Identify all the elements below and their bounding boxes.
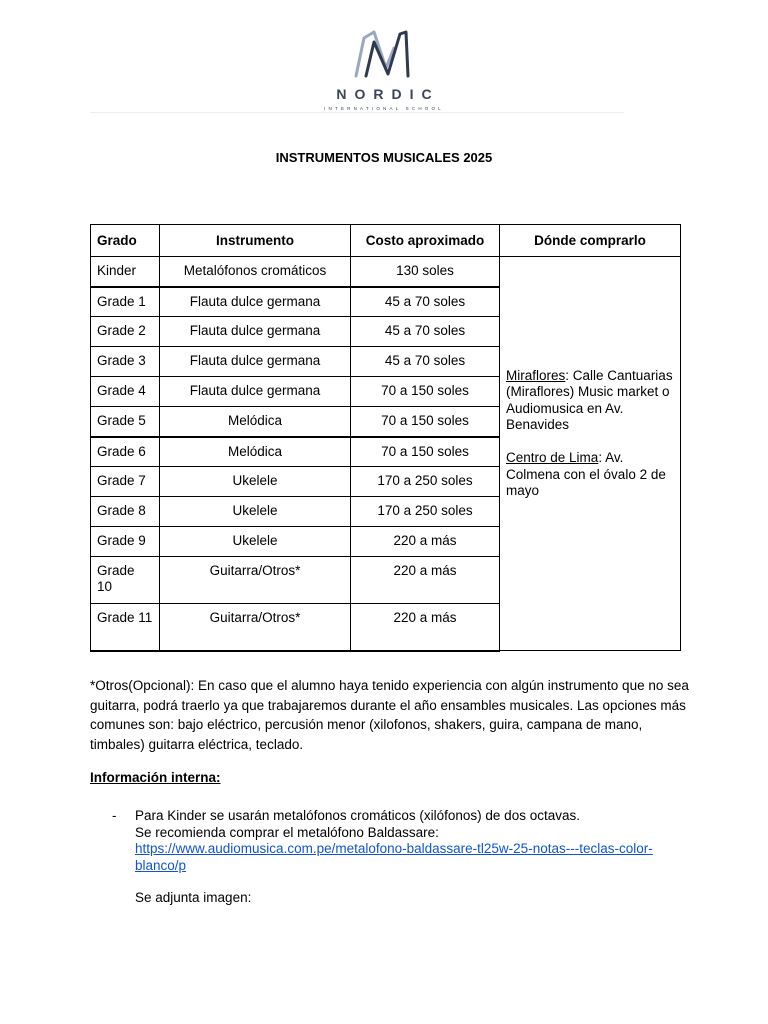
grade-cell: Grade 10 [91, 557, 160, 604]
internal-info-heading: Información interna: [90, 770, 221, 785]
instrument-cell: Flauta dulce germana [160, 287, 351, 317]
instruments-table [90, 224, 681, 652]
header-divider [90, 112, 624, 113]
cost-cell: 45 a 70 soles [351, 347, 500, 377]
instrument-cell: Melódica [160, 407, 351, 437]
bullet-dash: - [112, 808, 117, 823]
column-header-cost: Costo aproximado [351, 225, 500, 257]
where-place-2: Centro de Lima [506, 450, 599, 465]
instrument-cell: Ukelele [160, 497, 351, 527]
cost-cell: 170 a 250 soles [351, 467, 500, 497]
instrument-cell: Flauta dulce germana [160, 377, 351, 407]
bullet-line-2: Se recomienda comprar el metalófono Baldassare: [135, 824, 439, 840]
logo-subtitle: INTERNATIONAL SCHOOL [324, 106, 444, 111]
instrument-cell: Ukelele [160, 467, 351, 497]
grade-cell: Kinder [91, 257, 160, 287]
where-to-buy-cell [500, 257, 681, 651]
kinder-bullet [135, 808, 680, 874]
cost-cell: 130 soles [351, 257, 500, 287]
document-title: INSTRUMENTOS MUSICALES 2025 [275, 150, 493, 165]
table-header-row [91, 225, 681, 257]
where-place-1: Miraflores [506, 367, 566, 383]
column-header-where: Dónde comprarlo [500, 225, 681, 257]
grade-cell: Grade 2 [91, 317, 160, 347]
cost-cell: 45 a 70 soles [351, 317, 500, 347]
grade-cell: Grade 3 [91, 347, 160, 377]
cost-cell: 170 a 250 soles [351, 497, 500, 527]
grade-cell: Grade 11 [91, 604, 160, 651]
instrument-cell: Flauta dulce germana [160, 347, 351, 377]
nordic-logo-mark-icon [352, 28, 416, 80]
instrument-cell: Melódica [160, 437, 351, 467]
instrument-cell: Flauta dulce germana [160, 317, 351, 347]
grade-cell: Grade 6 [91, 437, 160, 467]
cost-cell: 220 a más [351, 604, 500, 651]
cost-cell: 220 a más [351, 527, 500, 557]
cost-cell: 45 a 70 soles [351, 287, 500, 317]
column-header-grade: Grado [91, 225, 160, 257]
grade-cell: Grade 7 [91, 467, 160, 497]
grade-cell: Grade 8 [91, 497, 160, 527]
column-header-instrument: Instrumento [160, 225, 351, 257]
attach-image-note: Se adjunta imagen: [135, 890, 252, 905]
school-logo [318, 28, 450, 118]
grade-cell: Grade 5 [91, 407, 160, 437]
where-place-1-text: : Calle Cantuarias (Miraflores) Music market o Audiomusica en Av. Benavides [506, 367, 673, 432]
cost-cell: 70 a 150 soles [351, 377, 500, 407]
instrument-cell: Ukelele [160, 527, 351, 557]
product-link[interactable]: https://www.audiomusica.com.pe/metalofono-baldassare-tl25w-25-notas---teclas-color-blanco/p [135, 841, 653, 873]
grade-cell: Grade 4 [91, 377, 160, 407]
grade-cell: Grade 9 [91, 527, 160, 557]
logo-name: NORDIC [336, 86, 440, 102]
where-place-2-text: : Av. Colmena con el óvalo 2 de mayo [506, 450, 666, 498]
instrument-cell: Guitarra/Otros* [160, 604, 351, 651]
grade-cell: Grade 1 [91, 287, 160, 317]
bullet-line-1: Para Kinder se usarán metalófonos cromáticos (xilófonos) de dos octavas. [135, 808, 580, 823]
cost-cell: 70 a 150 soles [351, 407, 500, 437]
instrument-cell: Guitarra/Otros* [160, 557, 351, 604]
cost-cell: 70 a 150 soles [351, 437, 500, 467]
others-note: *Otros(Opcional): En caso que el alumno haya tenido experiencia con algún instrumento que no sea guitarra, podrá traerlo ya que trabajaremos durante el año ensambles musicales. Las opciones más comunes son: bajo eléctrico, percusión menor (xilofonos, shakers, guira, campana de mano, timbales) guitarra eléctrica, teclado. [90, 678, 689, 752]
instrument-cell: Metalófonos cromáticos [160, 257, 351, 287]
cost-cell: 220 a más [351, 557, 500, 604]
table-row [91, 257, 681, 287]
